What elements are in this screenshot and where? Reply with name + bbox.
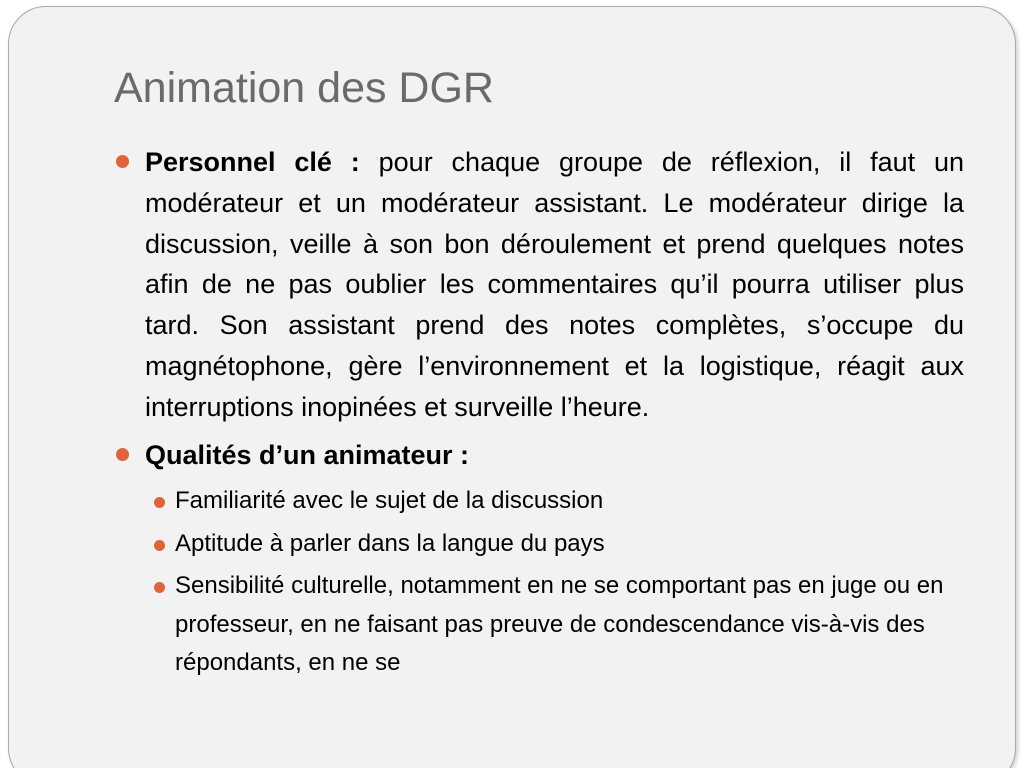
bullet-qualites-animateur bbox=[112, 435, 964, 476]
bullet-lead: Personnel clé : bbox=[145, 147, 360, 177]
bullet-personnel-cle bbox=[112, 142, 964, 428]
sub-bullet-text: Sensibilité culturelle, notamment en ne se comportant pas en juge ou en professeur, en ne faisant pas preuve de condescendance vis-à-vis des répondants, en ne se bbox=[175, 572, 944, 676]
sub-bullet-dot-icon bbox=[154, 540, 165, 551]
sub-bullet-dot-icon bbox=[154, 582, 165, 593]
bullet-text: pour chaque groupe de réflexion, il faut un modérateur et un modérateur assistant. Le modérateur dirige la discussion, veille à son bon déroulement et prend quelques notes afin de ne pas oublier les commentaires qu’il pourra utiliser plus tard. Son assistant prend des notes complètes, s’occupe du magnétophone, gère l’environnement et la logistique, réagit aux interruptions inopinées et surveille l’heure. bbox=[145, 147, 965, 422]
sub-bullet-sensibilite bbox=[112, 567, 964, 682]
sub-bullet-text: Aptitude à parler dans la langue du pays bbox=[175, 529, 605, 557]
bullet-dot-icon bbox=[116, 155, 129, 168]
bullet-lead: Qualités d’un animateur : bbox=[145, 439, 470, 470]
sub-bullet-text: Familiarité avec le sujet de la discussion bbox=[175, 487, 604, 515]
sub-bullet-familiarite bbox=[112, 482, 964, 520]
slide-body bbox=[112, 142, 964, 682]
slide-title: Animation des DGR bbox=[114, 64, 494, 112]
bullet-dot-icon bbox=[116, 448, 129, 461]
sub-bullet-dot-icon bbox=[154, 497, 165, 508]
sub-bullet-aptitude bbox=[112, 525, 964, 563]
